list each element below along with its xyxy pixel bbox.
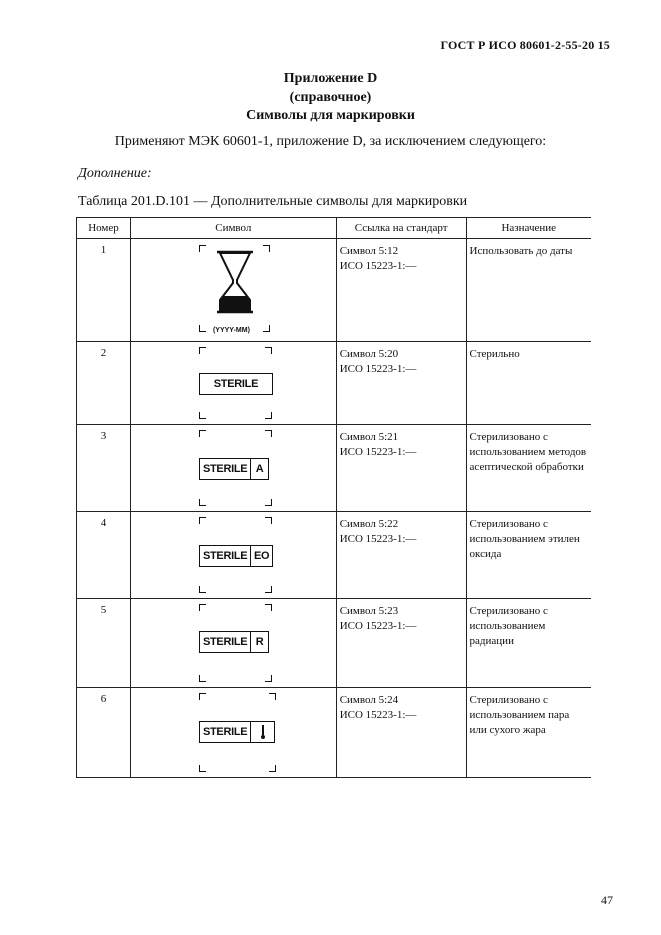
symbols-table bbox=[76, 217, 591, 778]
table-header-row bbox=[77, 218, 592, 239]
page-number: 47 bbox=[601, 893, 613, 907]
purpose-cell: Стерилизовано с использованием методов асептической обработки bbox=[466, 425, 591, 512]
symbol-reference: Символ 5:20 bbox=[339, 348, 399, 360]
symbol-reference: Символ 5:24 bbox=[339, 694, 399, 706]
table-row bbox=[77, 425, 592, 512]
method-code: EO bbox=[250, 546, 272, 566]
date-format-caption: (YYYY-MM) bbox=[212, 327, 250, 334]
table-row bbox=[77, 599, 592, 688]
row-number: 1 bbox=[77, 239, 131, 342]
appendix-heading: Символы для маркировки bbox=[246, 108, 415, 123]
standard-reference: ИСО 15223-1:— bbox=[339, 533, 417, 545]
symbol-reference: Символ 5:12 bbox=[339, 245, 399, 257]
column-header-purpose: Назначение bbox=[466, 218, 591, 239]
symbol-cell bbox=[130, 688, 336, 778]
purpose-cell: Стерильно bbox=[466, 342, 591, 425]
thermometer-icon bbox=[250, 722, 274, 742]
symbol-cell bbox=[130, 512, 336, 599]
column-header-reference: Ссылка на стандарт bbox=[336, 218, 466, 239]
reference-cell bbox=[336, 512, 466, 599]
appendix-title: Приложение D bbox=[283, 71, 378, 86]
document-code: ГОСТ Р ИСО 80601-2-55-20 15 bbox=[440, 38, 610, 52]
sterile-r-icon bbox=[131, 599, 336, 687]
sterile-label: STERILE bbox=[202, 550, 248, 562]
standard-reference: ИСО 15223-1:— bbox=[339, 620, 417, 632]
symbol-cell bbox=[130, 425, 336, 512]
symbol-cell bbox=[130, 342, 336, 425]
standard-reference: ИСО 15223-1:— bbox=[339, 260, 417, 272]
sterile-steam-icon bbox=[131, 688, 336, 777]
standard-reference: ИСО 15223-1:— bbox=[339, 363, 417, 375]
sterile-label: STERILE bbox=[202, 726, 248, 738]
reference-cell bbox=[336, 342, 466, 425]
sterile-label: STERILE bbox=[202, 463, 248, 475]
addition-label: Дополнение: bbox=[78, 166, 152, 181]
table-caption: Таблица 201.D.101 — Дополнительные символы для маркировки bbox=[78, 194, 468, 209]
table-row bbox=[77, 512, 592, 599]
table-row bbox=[77, 688, 592, 778]
reference-cell bbox=[336, 239, 466, 342]
purpose-cell: Стерилизовано с использованием этилен оксида bbox=[466, 512, 591, 599]
symbol-reference: Символ 5:22 bbox=[339, 518, 399, 530]
hourglass-icon bbox=[131, 239, 336, 341]
appendix-subtitle: (справочное) bbox=[289, 90, 372, 105]
symbol-reference: Символ 5:23 bbox=[339, 605, 399, 617]
purpose-cell: Использовать до даты bbox=[466, 239, 591, 342]
purpose-cell: Стерилизовано с использованием радиации bbox=[466, 599, 591, 688]
row-number: 6 bbox=[77, 688, 131, 778]
table-row bbox=[77, 342, 592, 425]
purpose-cell: Стерилизовано с использованием пара или сухого жара bbox=[466, 688, 591, 778]
table-row bbox=[77, 239, 592, 342]
row-number: 5 bbox=[77, 599, 131, 688]
symbol-reference: Символ 5:21 bbox=[339, 431, 399, 443]
standard-reference: ИСО 15223-1:— bbox=[339, 709, 417, 721]
symbol-cell bbox=[130, 239, 336, 342]
sterile-icon bbox=[131, 342, 336, 424]
sterile-a-icon bbox=[131, 425, 336, 511]
method-code: R bbox=[250, 632, 268, 652]
column-header-number: Номер bbox=[77, 218, 131, 239]
method-code: A bbox=[250, 459, 268, 479]
row-number: 4 bbox=[77, 512, 131, 599]
reference-cell bbox=[336, 599, 466, 688]
sterile-eo-icon bbox=[131, 512, 336, 598]
reference-cell bbox=[336, 425, 466, 512]
sterile-label: STERILE bbox=[213, 378, 259, 390]
sterile-label: STERILE bbox=[202, 636, 248, 648]
symbol-cell bbox=[130, 599, 336, 688]
reference-cell bbox=[336, 688, 466, 778]
column-header-symbol: Символ bbox=[130, 218, 336, 239]
row-number: 3 bbox=[77, 425, 131, 512]
row-number: 2 bbox=[77, 342, 131, 425]
standard-reference: ИСО 15223-1:— bbox=[339, 446, 417, 458]
intro-paragraph: Применяют МЭК 60601-1, приложение D, за исключением следующего: bbox=[114, 134, 547, 149]
